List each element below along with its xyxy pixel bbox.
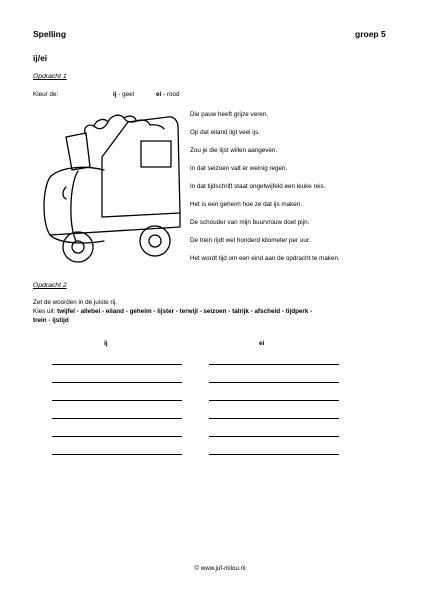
sentence-5: In dat tijdschrift staat ongetwijfeld een leuke reis.: [190, 183, 326, 190]
footer-credit: © www.juf-milou.nl: [194, 565, 246, 572]
sentence-4: In dat seizoen valt er weinig regen.: [190, 165, 288, 172]
answer-line-ei[interactable]: [209, 400, 339, 401]
legend-ij-value: - geel: [116, 91, 135, 98]
sentence-3: Zou je die lijst willen aangeven.: [190, 147, 278, 154]
exercise2-heading: Opdracht 2: [33, 282, 67, 289]
answer-line-ei[interactable]: [209, 454, 339, 455]
subject-title: Spelling: [33, 29, 67, 39]
answer-line-ei[interactable]: [209, 382, 339, 383]
sentence-2: Op dat eiland ligt veel ijs.: [190, 129, 261, 136]
legend-ei-value: - rood: [161, 91, 180, 98]
sentence-9: Het wordt tijd om een eind aan de opdracht te maken.: [190, 255, 340, 262]
train-illustration: [38, 95, 198, 270]
word-list-1: twijfel - allebei - eiland - geheim - lijster - terwijl - seizoen - talrijk - afscheid - tijdperk -: [57, 308, 313, 315]
sentence-6: Het is een geheim hoe ze dat ijs maken.: [190, 201, 303, 208]
sentence-1: Die pauw heeft grijze veren.: [190, 111, 269, 118]
topic-title: ij/ei: [33, 53, 48, 63]
sort-instruction: Zet de woorden in de juiste rij.: [33, 299, 118, 306]
legend-ij-key: ij: [113, 91, 117, 98]
wheel-right-icon: [140, 226, 170, 256]
answer-line-ij[interactable]: [52, 454, 182, 455]
answer-line-ei[interactable]: [209, 364, 339, 365]
grade-label: groep 5: [355, 29, 386, 39]
word-list-line1: [33, 308, 312, 315]
answer-line-ei[interactable]: [209, 436, 339, 437]
choose-label: Kies uit:: [33, 308, 58, 315]
column-heading-ij: ij: [104, 340, 108, 347]
answer-line-ij[interactable]: [52, 436, 182, 437]
answer-line-ij[interactable]: [52, 364, 182, 365]
answer-line-ij[interactable]: [52, 400, 182, 401]
sentence-8: De trein rijdt wel honderd kilometer per uur.: [190, 237, 311, 244]
answer-line-ei[interactable]: [209, 418, 339, 419]
word-list-line2: trein - ijstijd: [33, 317, 69, 324]
answer-line-ij[interactable]: [52, 418, 182, 419]
color-instruction: Kleur de:: [33, 91, 59, 98]
column-heading-ei: ei: [259, 340, 265, 347]
legend-ei-key: ei: [156, 91, 162, 98]
sentence-7: De schouder van mijn buurvrouw doet pijn.: [190, 219, 310, 226]
wheel-left-icon: [63, 232, 93, 262]
answer-line-ij[interactable]: [52, 382, 182, 383]
exercise1-heading: Opdracht 1: [33, 73, 67, 80]
